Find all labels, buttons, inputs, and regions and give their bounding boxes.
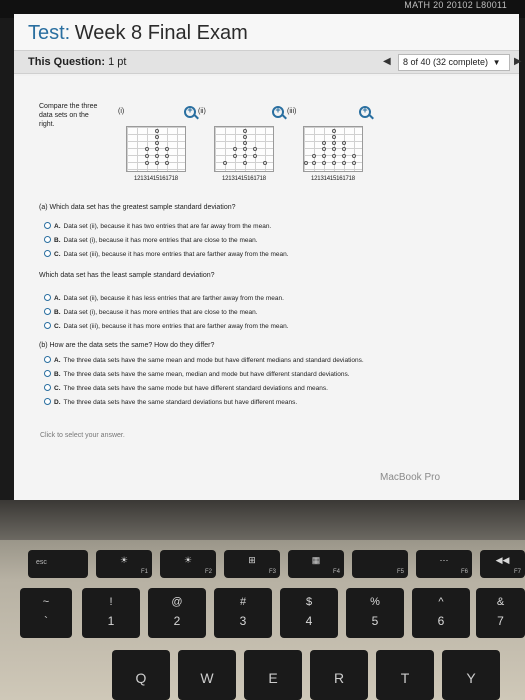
option-text: Data set (iii), because it has more entries that are farther away from the mean. [63,251,289,258]
key-label: F3 [268,569,276,575]
key-f6[interactable] [416,550,472,578]
plot-dot [342,141,346,145]
key-symbol: ! [109,596,113,608]
key-5[interactable] [346,588,404,638]
question-intro: Compare the three data sets on the right. [39,103,98,128]
key-number: 5 [371,614,379,628]
option-letter: A. [54,295,61,302]
radio-button[interactable] [44,398,51,405]
plot-dot [253,154,257,158]
part-b-prompt: (b) How are the data sets the same? How do they differ? [39,342,215,349]
answer-hint: Click to select your answer. [40,432,125,439]
plot-dot [342,147,346,151]
key-f7[interactable] [480,550,525,578]
question-label-text: This Question: [28,56,105,68]
part-a-option-b[interactable] [44,236,258,244]
plot-dot [155,161,159,165]
key-number: 1 [107,614,115,628]
key-e[interactable] [244,650,302,700]
key-symbol: # [239,596,247,608]
key-letter: W [200,670,214,686]
key-number: ` [44,614,48,628]
option-letter: B. [54,309,61,316]
key-letter: T [400,670,410,686]
question-content [14,76,519,500]
key-label: F2 [204,569,212,575]
plot-dot [223,161,227,165]
part-least-option-c[interactable] [44,322,289,330]
plot-dot [332,154,336,158]
plot-dot [322,141,326,145]
next-question-button[interactable]: ▶ [514,56,522,67]
key-label: F1 [140,569,148,575]
question-status: 8 of 40 (32 complete) [403,57,489,67]
plot-dot [332,135,336,139]
part-b-option-c[interactable] [44,384,328,392]
option-text: The three data sets have the same mode but have different standard deviations and means. [63,385,328,392]
plot-axis-label: 12131415161718 [134,176,178,182]
key-1[interactable] [82,588,140,638]
plot-dot [155,129,159,133]
set-label-i: (i) [118,108,125,115]
plot-dot [165,154,169,158]
key-f1[interactable] [96,550,152,578]
key-4[interactable] [280,588,338,638]
plot-dot [243,161,247,165]
option-letter: C. [54,323,61,330]
plot-dot [263,161,267,165]
key-symbol: ^ [438,596,444,608]
dot-plot-iii [301,126,365,186]
key-f5[interactable] [352,550,408,578]
option-letter: A. [54,223,61,230]
option-text: The three data sets have the same mean, median and mode but have different standard deviations. [63,371,350,378]
key-symbol: $ [305,596,313,608]
key-backtick[interactable] [20,588,72,638]
option-text: Data set (i), because it has more entries that are close to the mean. [63,237,258,244]
plot-axis-label: 12131415161718 [311,176,355,182]
key-symbol: ~ [42,596,50,608]
key-letter: R [333,670,345,686]
part-a-prompt: (a) Which data set has the greatest sample standard deviation? [39,204,236,211]
test-title-bar [14,14,519,50]
radio-button[interactable] [44,294,51,301]
key-letter: E [268,670,278,686]
key-f3[interactable] [224,550,280,578]
plot-dot [165,147,169,151]
plot-dot [312,161,316,165]
plot-dot [312,154,316,158]
key-number: 3 [239,614,247,628]
key-number: 6 [437,614,445,628]
option-letter: B. [54,371,61,378]
option-text: Data set (ii), because it has less entries that are farther away from the mean. [63,295,284,302]
key-label: F5 [396,569,404,575]
key-number: 2 [173,614,181,628]
plot-dot [352,154,356,158]
plot-axis-label: 12131415161718 [222,176,266,182]
part-a-option-c[interactable] [44,250,289,258]
key-letter: Q [135,670,147,686]
option-text: Data set (ii), because it has two entries that are far away from the mean. [63,223,272,230]
part-least-option-a[interactable] [44,294,284,302]
key-f2[interactable] [160,550,216,578]
radio-button[interactable] [44,370,51,377]
plot-dot [253,147,257,151]
radio-button[interactable] [44,356,51,363]
zoom-icon[interactable]: + [359,106,371,118]
key-f4[interactable] [288,550,344,578]
plot-dot [145,154,149,158]
plot-dot [165,161,169,165]
plot-dot [233,147,237,151]
brightness-down-icon: ☀ [119,555,129,565]
key-w[interactable] [178,650,236,700]
radio-button[interactable] [44,236,51,243]
plot-dot [145,147,149,151]
part-a-option-a[interactable] [44,222,271,230]
question-navigator-dropdown[interactable] [398,54,510,71]
option-text: Data set (iii), because it has more entries that are farther away from the mean. [63,323,289,330]
plot-dot [332,129,336,133]
key-3[interactable] [214,588,272,638]
plot-dot [155,141,159,145]
question-points: 1 pt [108,56,127,68]
plot-dot [332,161,336,165]
key-7[interactable] [476,588,525,638]
key-letter: Y [466,670,476,686]
plot-dot [243,135,247,139]
set-label-ii: (ii) [198,108,206,115]
key-esc[interactable] [28,550,88,578]
option-letter: C. [54,385,61,392]
test-name: Week 8 Final Exam [74,22,248,44]
key-number: 7 [497,614,504,628]
option-letter: C. [54,251,61,258]
plot-dot [155,135,159,139]
radio-button[interactable] [44,308,51,315]
key-label: F7 [513,569,521,575]
question-bar [14,50,522,74]
plot-dot [145,161,149,165]
plot-dot [342,161,346,165]
plot-grid [214,126,274,172]
plot-dot [322,161,326,165]
question-label [28,56,126,68]
key-6[interactable] [412,588,470,638]
plot-dot [233,154,237,158]
mission-control-icon: ⊞ [248,555,256,565]
zoom-icon[interactable]: + [184,106,196,118]
radio-button[interactable] [44,222,51,229]
key-label: F6 [460,569,468,575]
plot-dot [342,154,346,158]
plot-grid [303,126,363,172]
key-symbol: @ [171,596,183,608]
part-b-option-d[interactable] [44,398,297,406]
macbook-brand: MacBook Pro [380,472,441,483]
key-symbol: & [496,596,505,608]
key-q[interactable] [112,650,170,700]
option-letter: D. [54,399,61,406]
key-label: esc [36,559,47,566]
key-label: F4 [332,569,340,575]
plot-dot [155,154,159,158]
plot-dot [332,141,336,145]
key-y[interactable] [442,650,500,700]
prev-question-button[interactable]: ◀ [383,56,391,67]
plot-dot [243,154,247,158]
set-label-iii: (iii) [287,108,297,115]
hinge [0,500,525,540]
keyboard-light-up-icon: ⋯ [439,555,449,565]
plot-dot [322,147,326,151]
dot-plot-ii [212,126,276,186]
chevron-down-icon: ▼ [492,58,501,67]
radio-button[interactable] [44,322,51,329]
radio-button[interactable] [44,250,51,257]
rewind-icon: ◀◀ [495,555,510,565]
keyboard [0,500,525,700]
radio-button[interactable] [44,384,51,391]
part-b-option-b[interactable] [44,370,350,378]
part-b-option-a[interactable] [44,356,364,364]
course-header: MATH 20 20102 L80011 [404,0,507,10]
key-number: 4 [305,614,313,628]
plot-dot [332,147,336,151]
part-least-prompt: Which data set has the least sample standard deviation? [39,272,215,279]
part-least-option-b[interactable] [44,308,258,316]
plot-dot [322,154,326,158]
zoom-icon[interactable]: + [272,106,284,118]
key-r[interactable] [310,650,368,700]
option-text: Data set (i), because it has more entries that are close to the mean. [63,309,258,316]
plot-dot [352,161,356,165]
key-t[interactable] [376,650,434,700]
plot-dot [243,141,247,145]
launchpad-icon: ▦ [311,555,321,565]
option-text: The three data sets have the same mean and mode but have different medians and standard deviations. [63,357,364,364]
plot-dot [155,147,159,151]
brightness-up-icon: ☀ [183,555,193,565]
plot-dot [243,147,247,151]
option-letter: A. [54,357,61,364]
browser-screen [14,14,522,500]
plot-dot [243,129,247,133]
key-symbol: % [370,596,380,608]
option-text: The three data sets have the same standard deviations but have different means. [63,399,298,406]
dot-plot-i [124,126,188,186]
test-label: Test: [28,22,71,44]
option-letter: B. [54,237,61,244]
plot-dot [304,161,308,165]
plot-grid [126,126,186,172]
key-2[interactable] [148,588,206,638]
